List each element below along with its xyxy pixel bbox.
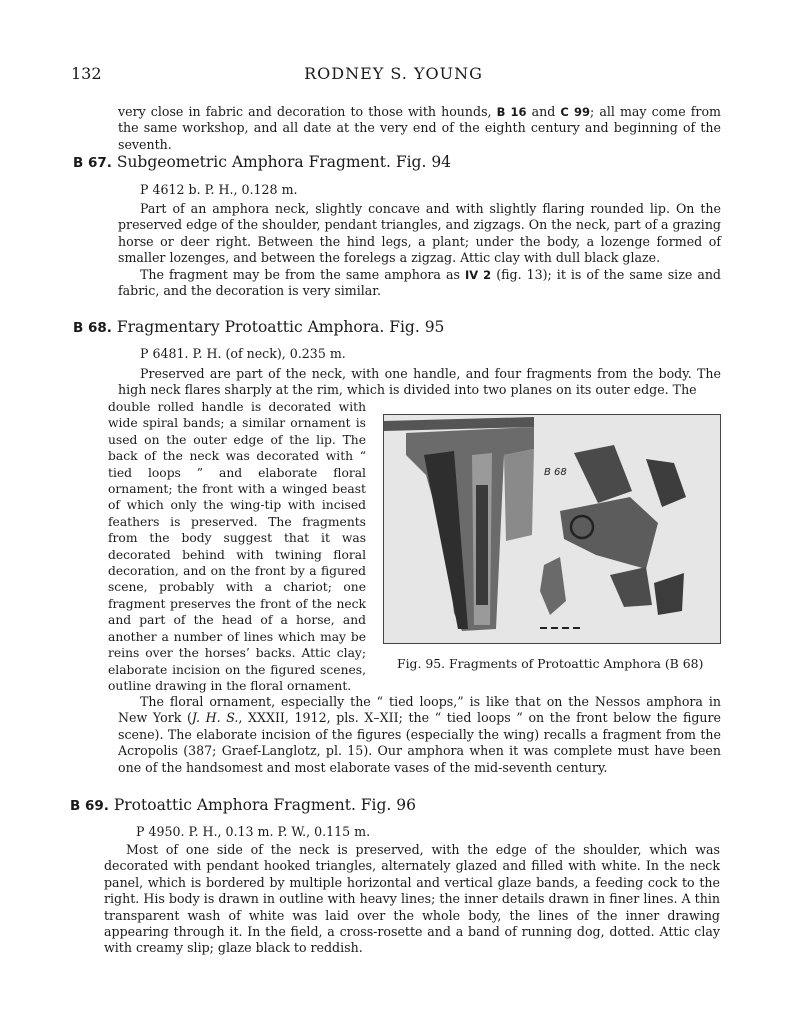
b68-p2-text-b: , XXXII, 1912, pls. X–XII; the “ tied loops ” on the front below the figure scene). The elaborate incision of the figures (especially the wing) recalls a fragment from the Acropolis (387; Graef-Langlotz, pl. 15). Our amphora when it was complete must have been one of the handsomest and most elaborate vases of the mid-seventh century. [118,710,721,775]
ref-b16: B 16 [496,105,527,119]
jhs-reference: J. H. S. [191,710,239,726]
b69-heading [70,796,416,814]
b68-paragraph-2 [118,694,721,776]
b69-paragraph-1: Most of one side of the neck is preserved, with the edge of the shoulder, which was decorated with pendant hooked triangles, alternately glazed and filled with white. In the neck panel, which is bordered by multiple horizontal and vertical glaze bands, a feeding cock to the right. His body is drawn in outline with heavy lines; the inner details drawn in finer lines. A thin transparent wash of white was laid over the whole body, the lines of the inner drawing appearing through it. In the field, a cross-rosette and a band of running dog, dotted. Attic clay with creamy slip; glaze black to reddish. [104,842,720,956]
fragments-illustration [384,415,720,643]
ref-iv2: IV 2 [464,267,492,282]
running-header-author: RODNEY S. YOUNG [304,64,483,83]
ref-c99: C 99 [560,105,590,119]
b67-p2-text-b: (fig. 13); it is of the same size and fabric, and the decoration is very similar. [118,266,721,299]
b68-p1-full-text: Preserved are part of the neck, with one handle, and four fragments from the body. The high neck flares sharply at the rim, which is divided into two planes on its outer edge. The [118,366,721,398]
b67-paragraph-1: Part of an amphora neck, slightly concave and with slightly flaring rounded lip. On the preserved edge of the shoulder, pendant triangles, and zigzags. On the neck, part of a grazing horse or deer right. Between the hind legs, a plant; under the body, a lozenge formed of smaller lozenges, and between the forelegs a zigzag. Attic clay with dull black glaze. [118,201,721,266]
figure-95-caption: Fig. 95. Fragments of Protoattic Amphora (B 68) [397,656,704,671]
b69-body [104,842,720,957]
intro-text-1: very close in fabric and decoration to those with hounds, [118,104,492,119]
figure-label: B 68 [544,467,567,478]
b68-title: Fragmentary Protoattic Amphora. Fig. 95 [111,318,445,336]
b69-meta: P 4950. P. H., 0.13 m. P. W., 0.115 m. [136,824,371,839]
b69-number: B 69. [70,798,109,814]
b67-meta: P 4612 b. P. H., 0.128 m. [140,182,298,197]
b68-heading [73,318,444,336]
page-number: 132 [71,64,102,83]
intro-text-2: and [526,104,561,119]
b68-paragraph-1-narrow [108,399,366,694]
b69-title: Protoattic Amphora Fragment. Fig. 96 [108,796,417,814]
intro-text-3: ; all may come from the same workshop, and all date at the very end of the eighth century and beginning of the seventh. [118,104,721,152]
b67-number: B 67. [73,155,112,171]
b67-body [118,201,721,299]
b67-paragraph-2 [118,267,721,300]
b68-paragraph-1-full [118,366,721,399]
figure-95-photo [383,414,721,644]
b67-heading [73,153,451,171]
b68-number: B 68. [73,320,112,336]
b68-meta: P 6481. P. H. (of neck), 0.235 m. [140,346,346,361]
b67-p2-text-a: The fragment may be from the same amphora as [140,266,465,282]
b68-p1-narrow-text: double rolled handle is decorated with wide spiral bands; a similar ornament is used on the outer edge of the lip. The back of the neck was decorated with “ tied loops ” and elaborate floral ornament; the front with a winged beast of which only the wing-tip with incised feathers is preserved. The fragments from the body suggest that it was decorated behind with twining floral decoration, and on the front by a figured scene, probably with a chariot; one fragment preserves the front of the neck and part of the head of a horse, and another a number of lines which may be reins over the horses’ backs. Attic clay; elaborate incision on the figured scenes, outline drawing in the floral ornament. [108,400,366,693]
b68-p2-text-a: The floral ornament, especially the “ tied loops,” is like that on the Nessos amphora in New York ( [118,694,721,726]
intro-paragraph [118,104,721,153]
b67-title: Subgeometric Amphora Fragment. Fig. 94 [111,153,452,171]
